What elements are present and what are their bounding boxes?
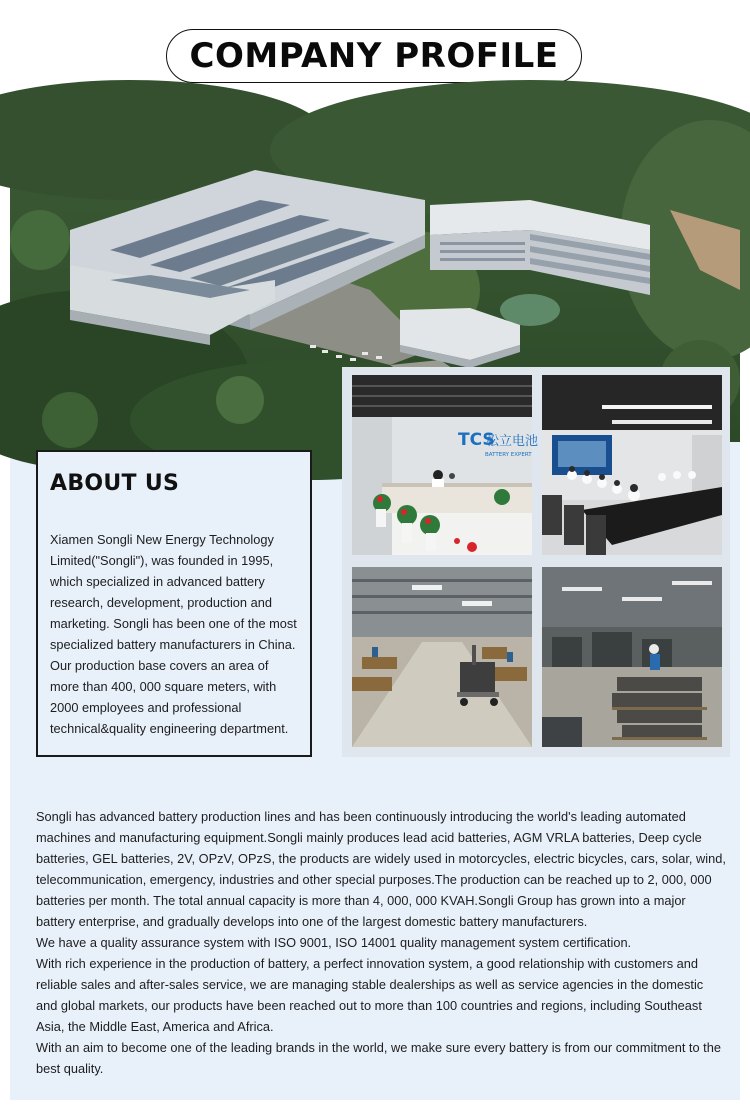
reception-photo — [352, 375, 539, 555]
warehouse-photo — [352, 567, 532, 747]
description-paragraph: Songli has advanced battery production lines and has been continuously introducing the world's leading automated machines and manufacturing equipment.Songli mainly produces lead acid batteries, AGM VRLA batteries, Deep cycle batteries, GEL batteries, 2V, OPzV, OPzS, the products are widely used in motorcycles, electric bicycles, cars, solar, wind, telecommunication, emergency, industries and other special purposes.The production can be reached up to 2, 000, 000 batteries per month. The total annual capacity is more than 4, 000, 000 KVAH.Songli Group has grown into a major battery enterprise, and gradually develops into one of the largest domestic battery manufacturers. — [36, 809, 726, 929]
production-line-photo — [542, 567, 722, 747]
description-paragraph: We have a quality assurance system with ISO 9001, ISO 14001 quality management system certification. — [36, 935, 632, 950]
reception-sign-tagline: BATTERY EXPERT — [485, 452, 532, 458]
about-us-box — [36, 450, 312, 757]
company-description — [36, 806, 726, 1079]
reception-sign-brand: TCS — [458, 430, 495, 450]
about-us-text: Xiamen Songli New Energy Technology Limited("Songli"), was founded in 1995, which specialized in advanced battery research, development, production and marketing. Songli has been one of the most specialized battery manufacturers in China. Our production base covers an area of more than 400, 000 square meters, with 2000 employees and professional technical&quality engineering department. — [50, 532, 297, 736]
page-title-pill — [166, 29, 582, 83]
about-us-heading: ABOUT US — [50, 471, 180, 496]
page-title: COMPANY PROFILE — [189, 36, 559, 76]
description-paragraph: With an aim to become one of the leading brands in the world, we make sure every battery is from our commitment to the best quality. — [36, 1040, 721, 1076]
reception-sign-chinese: 松立电池 — [486, 434, 539, 449]
meeting-room-photo — [542, 375, 722, 555]
description-paragraph: With rich experience in the production of battery, a perfect innovation system, a good relationship with customers and reliable sales and after-sales service, we are managing stable dealerships as well as service agencies in the domestic and global markets, our products have been reached out to more than 100 countries and regions, including Southeast Asia, the Middle East, America and Africa. — [36, 956, 704, 1034]
